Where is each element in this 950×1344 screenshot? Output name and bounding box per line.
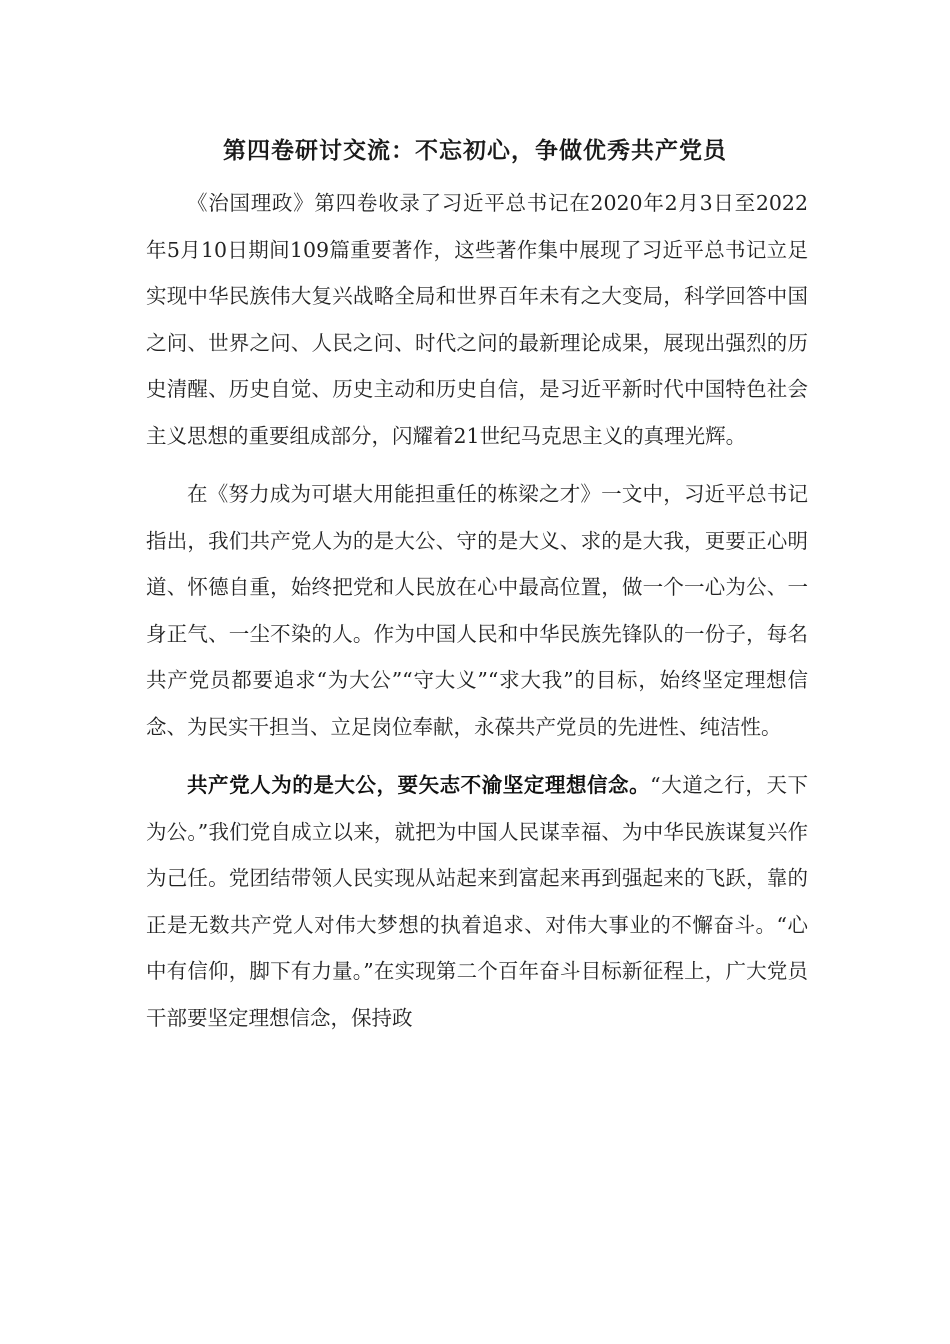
paragraph-1-text: 《治国理政》第四卷收录了习近平总书记在2020年2月3日至2022年5月10日期间109篇重要著作，这些著作集中展现了习近平总书记立足实现中华民族伟大复兴战略全局和世界百年未有之大变局，科学回答中国之问、世界之问、人民之问、时代之问的最新理论成果，展现出强烈的历史清醒、历史自觉、历史主动和历史自信，是习近平新时代中国特色社会主义思想的重要组成部分，闪耀着21世纪马克思主义的真理光辉。 [146, 191, 808, 448]
document-body [146, 180, 808, 1053]
paragraph-2 [146, 471, 808, 750]
paragraph-2-text: 在《努力成为可堪大用能担重任的栋梁之才》一文中，习近平总书记指出，我们共产党人为的是大公、守的是大义、求的是大我，更要正心明道、怀德自重，始终把党和人民放在心中最高位置，做一个一心为公、一身正气、一尘不染的人。作为中国人民和中华民族先锋队的一份子，每名共产党员都要追求“为大公”“守大义”“求大我”的目标，始终坚定理想信念、为民实干担当、立足岗位奉献，永葆共产党员的先进性、纯洁性。 [146, 482, 808, 739]
paragraph-3 [146, 762, 808, 1041]
paragraph-3-lead: 共产党人为的是大公，要矢志不渝坚定理想信念。 [187, 773, 651, 797]
paragraph-1 [146, 180, 808, 459]
document-title: 第四卷研讨交流：不忘初心，争做优秀共产党员 [223, 137, 727, 164]
paragraph-3-text: “大道之行，天下为公。”我们党自成立以来，就把为中国人民谋幸福、为中华民族谋复兴作为己任。党团结带领人民实现从站起来到富起来再到强起来的飞跃，靠的正是无数共产党人对伟大梦想的执着追求、对伟大事业的不懈奋斗。“心中有信仰，脚下有力量。”在实现第二个百年奋斗目标新征程上，广大党员干部要坚定理想信念，保持政 [146, 773, 809, 1030]
